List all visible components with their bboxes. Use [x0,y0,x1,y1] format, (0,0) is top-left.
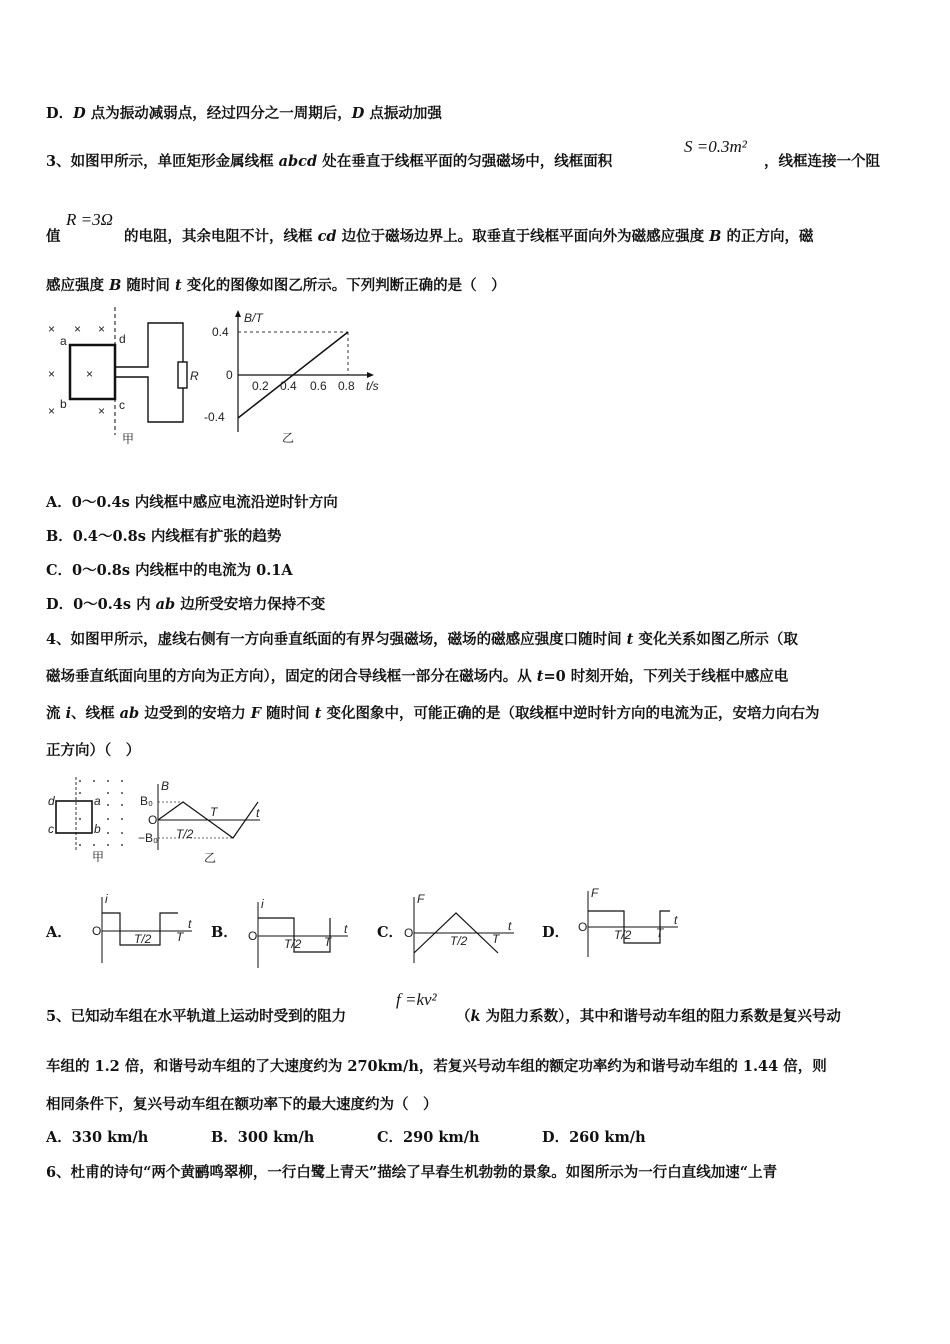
q3-figure-jia [40,305,200,450]
svg-text:×: × [48,322,56,336]
q4-option-c-graph[interactable] [400,893,520,965]
tick-0.2: 0.2 [252,379,269,393]
label-d: d [119,332,126,346]
field-dots [79,780,123,846]
caption-jia: 甲 [122,432,135,446]
caption-yi: 乙 [204,851,217,865]
label-b: b [60,397,67,411]
q3-option-c[interactable]: C．0～0.8s 内线框中的电流为 0.1A [46,562,293,579]
svg-text:T/2: T/2 [284,937,302,951]
q3-line-2: 值 [46,228,61,245]
label-d: d [48,794,55,808]
svg-text:t: t [674,913,678,927]
svg-text:i: i [105,893,108,906]
xlabel-t: t [256,806,260,820]
ylabel: B [161,780,170,793]
q5-line-1: 5、已知动车组在水平轨道上运动时受到的阻力 [46,1008,347,1025]
q4-line-1: 4、如图甲所示，虚线右侧有一方向垂直纸面的有界匀强磁场，磁场的磁感应强度口随时间 t 变化关系如图乙所示（取 [46,631,798,648]
svg-text:F: F [417,893,425,906]
q4-option-a-label[interactable]: A． [46,924,72,941]
tick-bottom: -0.4 [204,410,225,424]
q3-line-3: 感应强度 B 随时间 t 变化的图像如图乙所示。下列判断正确的是（ ） [46,277,506,294]
origin-label: O [148,813,158,827]
resistor-R [178,362,187,388]
svg-text:t: t [508,919,512,933]
tick-top: 0.4 [212,325,229,339]
magnetic-field-crosses [48,322,105,418]
q3-option-a[interactable]: A．0～0.4s 内线框中感应电流沿逆时针方向 [46,494,338,511]
origin-label: 0 [226,368,233,382]
svg-text:O: O [248,929,258,943]
q4-option-d-label[interactable]: D． [542,924,570,941]
q4-figure-yi [138,780,268,870]
svg-text:t: t [344,922,348,936]
svg-text:T: T [176,930,184,944]
wire-frame [56,801,92,833]
q3-option-b[interactable]: B．0.4～0.8s 内线框有扩张的趋势 [46,528,282,545]
caption-yi: 乙 [282,431,295,445]
q5-line-2: 车组的 1.2 倍，和谐号动车组的了大速度约为 270km/h，若复兴号动车组的额定功率约为和谐号动车组的 1.44 倍，则 [46,1058,827,1075]
q5-option-d[interactable]: D．260 km/h [542,1129,646,1146]
tick-0.8: 0.8 [338,379,355,393]
prev-option-d: D．D 点为振动减弱点，经过四分之一周期后，D 点振动加强 [46,105,442,122]
tick-0.4: 0.4 [280,379,297,393]
q3-line-1-end: ，线框连接一个阻 [764,153,880,170]
q4-option-c-label[interactable]: C． [377,924,404,941]
svg-text:×: × [98,404,106,418]
tick-B0: B₀ [140,794,153,808]
q4-option-d-graph[interactable] [574,887,684,959]
svg-text:×: × [48,367,56,381]
q4-line-3: 流 i、线框 ab 边受到的安培力 F 随时间 t 变化图象中，可能正确的是（取线框中逆时针方向的电流为正，安培力向右为 [46,705,820,722]
q3-area-formula: S =0.3m² [684,137,747,156]
q4-line-2: 磁场垂直纸面向里的方向为正方向），固定的闭合导线框一部分在磁场内。从 t=0 时刻开始，下列关于线框中感应电 [46,668,789,685]
q5-option-b[interactable]: B．300 km/h [211,1129,315,1146]
svg-text:O: O [92,924,102,938]
svg-text:F: F [591,887,599,900]
label-a: a [94,794,101,808]
q3-line-2-rest: 的电阻，其余电阻不计，线框 cd 边位于磁场边界上。取垂直于线框平面向外为磁感应强度 B 的正方向，磁 [124,228,814,245]
label-a: a [60,334,67,348]
q6-line-1: 6、杜甫的诗句“两个黄鹂鸣翠柳，一行白鹭上青天”描绘了早春生机勃勃的景象。如图所示为一行白直线加速“上青 [46,1164,778,1181]
svg-text:×: × [86,367,94,381]
label-b: b [94,822,101,836]
q5-option-c[interactable]: C．290 km/h [377,1129,480,1146]
label-c: c [119,398,125,412]
q4-option-a-graph[interactable] [88,893,198,965]
q5-formula: f =kv² [396,990,437,1009]
svg-text:T: T [324,935,332,949]
q4-option-b-label[interactable]: B． [211,924,238,941]
q5-line-1-rest: （k 为阻力系数），其中和谐号动车组的阻力系数是复兴号动 [456,1008,841,1025]
svg-text:T: T [656,926,664,940]
tick-T: T [210,805,218,819]
svg-text:T/2: T/2 [450,934,468,948]
q3-line-1: 3、如图甲所示，单匝矩形金属线框 abcd 处在垂直于线框平面的匀强磁场中，线框面积 [46,153,613,170]
q4-option-b-graph[interactable] [244,898,354,970]
xlabel: t/s [366,379,379,393]
label-R: R [190,369,199,383]
svg-text:×: × [74,322,82,336]
q3-resistance-formula: R =3Ω [66,210,113,229]
ylabel: B/T [244,311,263,325]
caption-jia: 甲 [92,850,105,864]
svg-text:i: i [261,898,264,911]
svg-text:×: × [48,404,56,418]
tick-0.6: 0.6 [310,379,327,393]
q3-option-d[interactable]: D．0～0.4s 内 ab 边所受安培力保持不变 [46,596,326,613]
q5-option-a[interactable]: A．330 km/h [46,1129,149,1146]
svg-text:O: O [578,920,588,934]
q4-figure-jia [44,775,136,865]
q3-figure-yi [200,308,400,448]
q5-line-3: 相同条件下，复兴号动车组在额功率下的最大速度约为（ ） [46,1096,438,1113]
label-c: c [48,822,54,836]
tick-negB0: −B₀ [138,831,158,845]
svg-text:T/2: T/2 [614,928,632,942]
svg-text:T/2: T/2 [134,932,152,946]
svg-text:×: × [98,322,106,336]
svg-text:T: T [492,932,500,946]
tick-T2: T/2 [176,827,194,841]
svg-text:t: t [188,917,192,931]
svg-text:O: O [404,926,414,940]
q4-line-4: 正方向）（ ） [46,742,141,759]
